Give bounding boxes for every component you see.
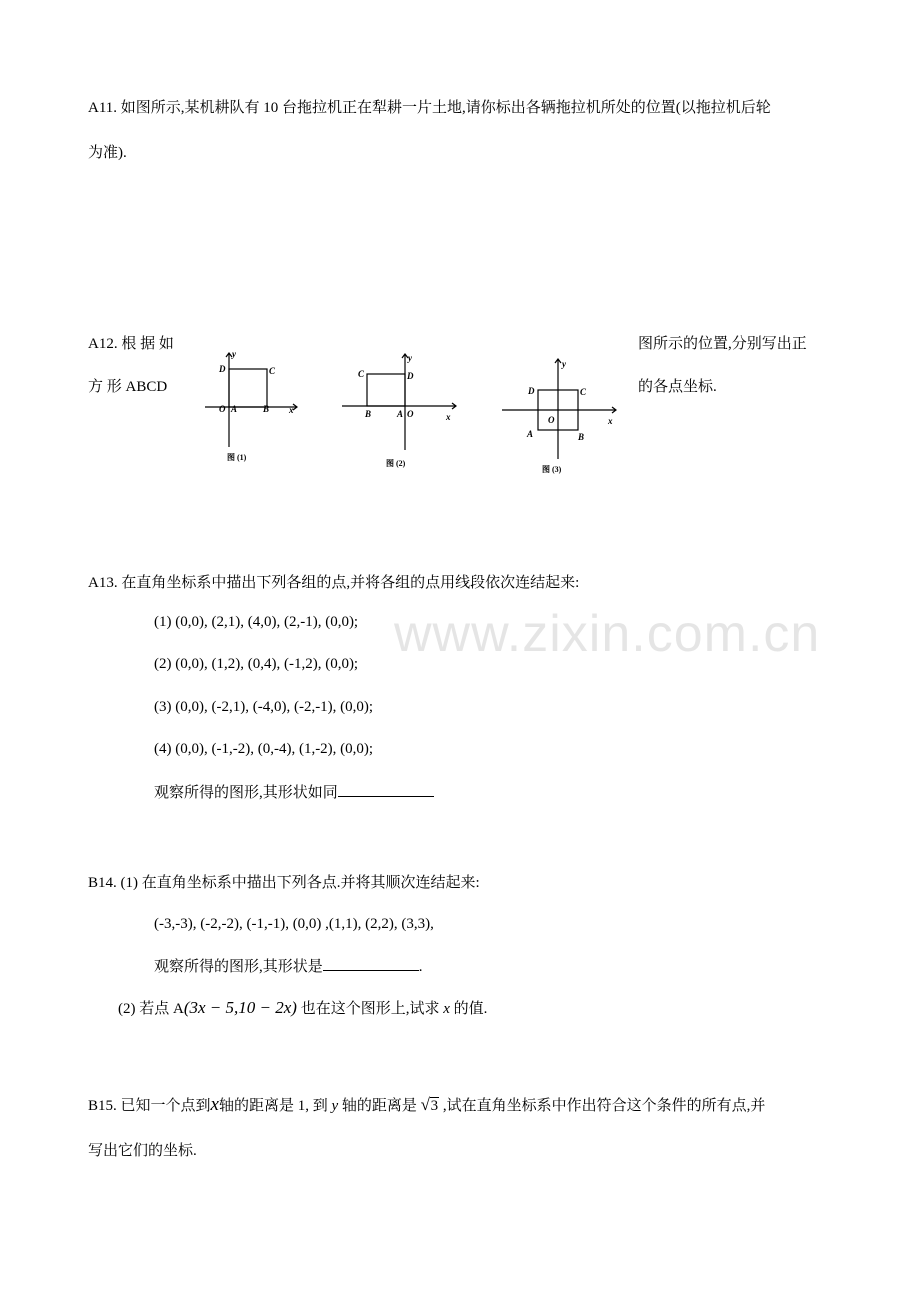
label-d: D bbox=[219, 364, 226, 374]
q13-item-2: (2) (0,0), (1,2), (0,4), (-1,2), (0,0); bbox=[154, 656, 359, 672]
answer-blank[interactable] bbox=[323, 956, 419, 971]
x-label: x bbox=[446, 412, 451, 422]
y-label: y bbox=[232, 349, 236, 359]
q13-observe bbox=[154, 782, 434, 803]
label-c: C bbox=[580, 387, 587, 397]
label-b: B bbox=[263, 404, 270, 414]
q12-left1: A12. 根 据 如 bbox=[88, 336, 174, 352]
q15-pre: B15. 已知一个点到 bbox=[88, 1098, 211, 1114]
label-a: A bbox=[527, 429, 534, 439]
q15-xvar: x bbox=[210, 1094, 219, 1115]
q14-part2-expr: (3x − 5,10 − 2x) bbox=[183, 998, 297, 1017]
label-o: O bbox=[548, 415, 555, 425]
q15-yvar: y bbox=[331, 1098, 339, 1114]
square-abcd bbox=[229, 369, 267, 407]
answer-blank[interactable] bbox=[338, 782, 434, 797]
label-a: A bbox=[231, 404, 238, 414]
q12-left2: 方 形 ABCD bbox=[88, 379, 168, 395]
q14-intro: B14. (1) 在直角坐标系中描出下列各点.并将其顺次连结起来: bbox=[88, 875, 480, 891]
q14-observe bbox=[154, 956, 423, 977]
square-abcd bbox=[367, 374, 405, 406]
q15-mid2: 轴的距离是 bbox=[338, 1098, 421, 1114]
caption-2: 图 (2) bbox=[386, 459, 406, 468]
sqrt-three bbox=[421, 1096, 440, 1116]
label-a: A bbox=[397, 409, 404, 419]
radicand: 3 bbox=[430, 1098, 439, 1114]
label-o: O bbox=[219, 404, 226, 414]
q15-line2: 写出它们的坐标. bbox=[88, 1143, 197, 1159]
q15-mid1: 轴的距离是 1, 到 bbox=[218, 1098, 332, 1114]
q13-item-3: (3) (0,0), (-2,1), (-4,0), (-2,-1), (0,0); bbox=[154, 699, 374, 715]
label-b: B bbox=[578, 432, 585, 442]
q13-item-1: (1) (0,0), (2,1), (4,0), (2,-1), (0,0); bbox=[154, 614, 359, 630]
q14-observe-text: 观察所得的图形,其形状是 bbox=[154, 959, 323, 975]
figure-2 bbox=[340, 350, 460, 470]
q14-part2-post: 也在这个图形上,试求 bbox=[296, 1001, 444, 1017]
label-c: C bbox=[358, 369, 365, 379]
q12-right2: 的各点坐标. bbox=[638, 379, 717, 395]
x-label: x bbox=[289, 405, 294, 415]
q13-intro: A13. 在直角坐标系中描出下列各组的点,并将各组的点用线段依次连结起来: bbox=[88, 575, 580, 591]
q14-part2-var: x bbox=[443, 1001, 450, 1017]
watermark: www.zixin.com.cn bbox=[394, 605, 821, 663]
q13-observe-text: 观察所得的图形,其形状如同 bbox=[154, 785, 338, 801]
q14-part2-pre: (2) 若点 A bbox=[118, 1001, 184, 1017]
q12-right1: 图所示的位置,分别写出正 bbox=[638, 336, 807, 352]
q14-part2 bbox=[118, 998, 487, 1019]
q14-points: (-3,-3), (-2,-2), (-1,-1), (0,0) ,(1,1), (2,2), (3,3), bbox=[154, 916, 434, 932]
caption-3: 图 (3) bbox=[542, 465, 562, 474]
q15-line1 bbox=[88, 1095, 765, 1116]
y-label: y bbox=[562, 359, 566, 369]
label-b: B bbox=[365, 409, 372, 419]
label-d: D bbox=[528, 386, 535, 396]
figure-1 bbox=[195, 345, 305, 465]
x-label: x bbox=[608, 416, 613, 426]
figure-3 bbox=[500, 355, 625, 480]
q15-post: ,试在直角坐标系中作出符合这个条件的所有点,并 bbox=[439, 1098, 766, 1114]
radical-sign: √ bbox=[420, 1095, 430, 1114]
label-c: C bbox=[269, 366, 276, 376]
q14-part2-end: 的值. bbox=[449, 1001, 488, 1017]
label-d: D bbox=[407, 371, 414, 381]
q14-observe-end: . bbox=[418, 959, 423, 975]
q11-line2: 为准). bbox=[88, 145, 127, 161]
caption-1: 图 (1) bbox=[227, 453, 247, 462]
q11-line1: A11. 如图所示,某机耕队有 10 台拖拉机正在犁耕一片土地,请你标出各辆拖拉机所处的位置(以拖拉机后轮 bbox=[88, 100, 771, 116]
q13-item-4: (4) (0,0), (-1,-2), (0,-4), (1,-2), (0,0); bbox=[154, 741, 374, 757]
label-o: O bbox=[407, 409, 414, 419]
y-label: y bbox=[408, 353, 412, 363]
